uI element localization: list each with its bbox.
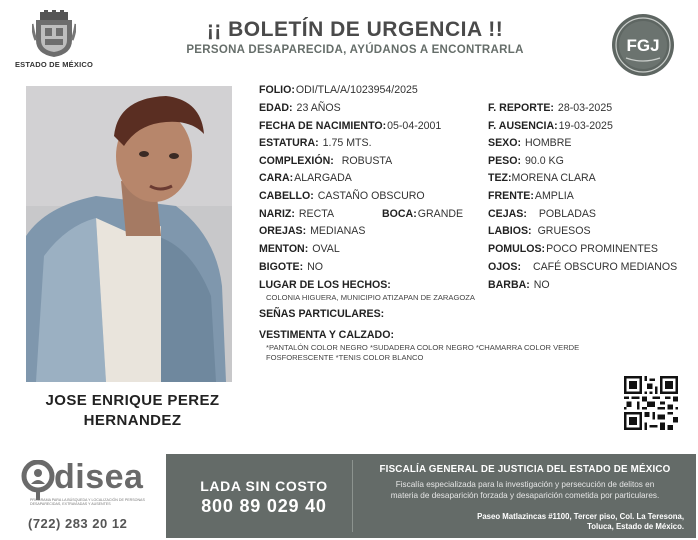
- agency-description-line2: materia de desaparición forzada y desaparición cometida por particulares.: [390, 490, 660, 500]
- field-cabello: CABELLO: CASTAÑO OBSCURO: [259, 190, 425, 202]
- qr-code[interactable]: [624, 376, 678, 430]
- fgj-logo: [610, 12, 676, 78]
- fgj-seal-icon: [610, 12, 676, 78]
- field-pomulos: POMULOS:POCO PROMINENTES: [488, 243, 658, 255]
- odisea-logo: [14, 458, 164, 534]
- vestimenta-value-line2: FOSFORESCENTE *TENIS COLOR BLANCO: [266, 353, 424, 362]
- lada-label: LADA SIN COSTO: [200, 478, 328, 494]
- agency-description: [362, 480, 688, 501]
- person-name: [20, 391, 245, 431]
- edomex-logo: [14, 10, 94, 76]
- footer-divider: [352, 460, 353, 532]
- odisea-phone[interactable]: (722) 283 20 12: [28, 516, 128, 531]
- person-name-line1: JOSE ENRIQUE PEREZ: [45, 392, 220, 409]
- field-menton: MENTON: OVAL: [259, 243, 340, 255]
- field-sexo: SEXO: HOMBRE: [488, 137, 572, 149]
- qr-code-icon: [624, 376, 678, 430]
- agency-title: FISCALÍA GENERAL DE JUSTICIA DEL ESTADO DE MÉXICO: [379, 464, 671, 475]
- agency-description-line1: Fiscalía especializada para la investigación y persecución de delitos en: [395, 480, 655, 489]
- field-estatura: ESTATURA: 1.75 MTS.: [259, 137, 372, 149]
- field-boca: BOCA:GRANDE: [382, 208, 464, 220]
- person-photo: [26, 86, 232, 382]
- field-edad: EDAD: 23 AÑOS: [259, 102, 341, 114]
- bulletin-subtitle: PERSONA DESAPARECIDA, AYÚDANOS A ENCONTRARLA: [186, 44, 524, 56]
- field-senas: SEÑAS PARTICULARES:: [259, 308, 385, 320]
- odisea-caption: PROGRAMA PARA LA BÚSQUEDA Y LOCALIZACIÓN DE PERSONAS DESAPARECIDAS, EXTRAVIADAS Y AUSENTES: [30, 498, 145, 507]
- edomex-shield-icon: [32, 10, 76, 58]
- agency-address-line1: Paseo Matlazincas #1100, Tercer piso, Col. La Teresona,: [477, 512, 684, 521]
- fgj-text: FGJ: [626, 36, 660, 55]
- field-fecha-nacimiento: FECHA DE NACIMIENTO:05-04-2001: [259, 120, 442, 132]
- agency-address-line2: Toluca, Estado de México.: [587, 522, 684, 531]
- bulletin-title: ¡¡ BOLETÍN DE URGENCIA !!: [206, 18, 504, 41]
- agency-address: [394, 512, 684, 532]
- field-frente: FRENTE:AMPLIA: [488, 190, 574, 202]
- field-vestimenta: VESTIMENTA Y CALZADO:: [259, 329, 394, 341]
- lada-number[interactable]: 800 89 029 40: [201, 496, 327, 516]
- odisea-pin-icon: [18, 460, 58, 500]
- field-cara: CARA:ALARGADA: [259, 172, 352, 184]
- field-folio: FOLIO:ODI/TLA/A/1023954/2025: [259, 84, 418, 96]
- field-bigote: BIGOTE: NO: [259, 261, 324, 273]
- lugar-hechos-value: COLONIA HIGUERA, MUNICIPIO ATIZAPAN DE ZARAGOZA: [266, 293, 475, 302]
- field-orejas: OREJAS: MEDIANAS: [259, 225, 366, 237]
- field-f-reporte: F. REPORTE: 28-03-2025: [488, 102, 613, 114]
- field-complexion: COMPLEXIÓN: ROBUSTA: [259, 155, 393, 167]
- field-f-ausencia: F. AUSENCIA:19-03-2025: [488, 120, 613, 132]
- odisea-wordmark: disea: [54, 458, 144, 496]
- field-ojos: OJOS: CAFÉ OBSCURO MEDIANOS: [488, 261, 678, 273]
- field-labios: LABIOS: GRUESOS: [488, 225, 591, 237]
- vestimenta-value-line1: *PANTALÓN COLOR NEGRO *SUDADERA COLOR NEGRO *CHAMARRA COLOR VERDE: [266, 343, 580, 352]
- field-tez: TEZ:MORENA CLARA: [488, 172, 596, 184]
- field-lugar-hechos: LUGAR DE LOS HECHOS:: [259, 279, 391, 291]
- field-cejas: CEJAS: POBLADAS: [488, 208, 596, 220]
- field-peso: PESO: 90.0 KG: [488, 155, 564, 167]
- field-barba: BARBA: NO: [488, 279, 550, 291]
- person-name-line2: HERNANDEZ: [83, 412, 182, 429]
- field-nariz: NARIZ: RECTA: [259, 208, 335, 220]
- edomex-caption: ESTADO DE MÉXICO: [14, 60, 94, 69]
